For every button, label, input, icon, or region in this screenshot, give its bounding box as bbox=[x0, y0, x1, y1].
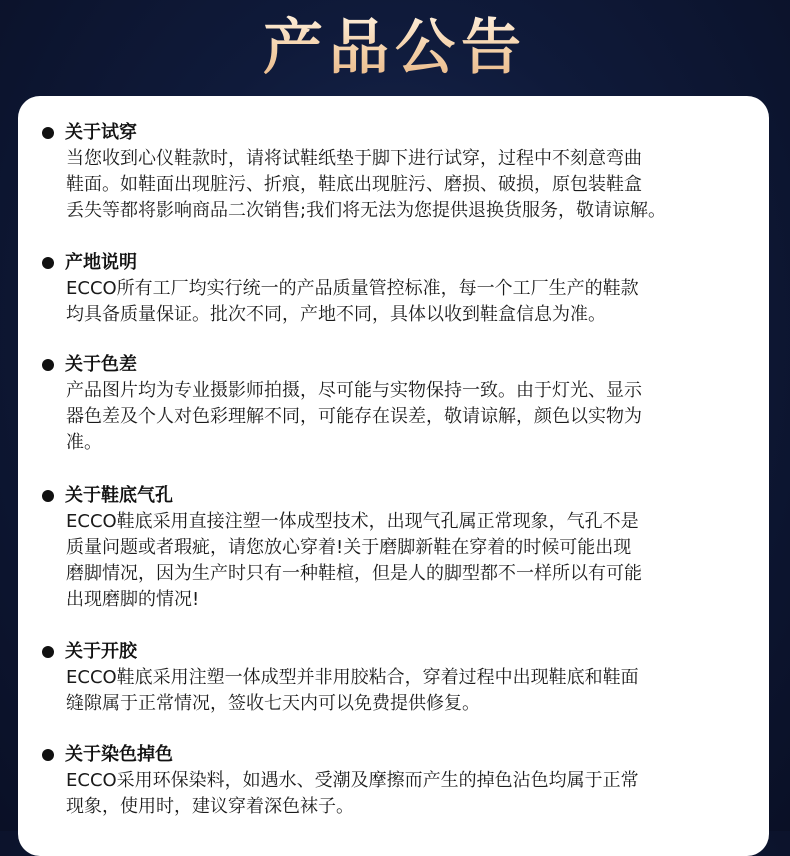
bullet-dot-icon bbox=[42, 646, 54, 658]
section-title: 关于染色掉色 bbox=[65, 744, 173, 765]
notice-card bbox=[18, 96, 769, 856]
body-line: 缝隙属于正常情况，签收七天内可以免费提供修复。 bbox=[66, 693, 480, 714]
body-line: 质量问题或者瑕疵，请您放心穿着!关于磨脚新鞋在穿着的时候可能出现 bbox=[66, 537, 632, 558]
section-title: 关于色差 bbox=[65, 354, 137, 375]
body-line: ECCO采用环保染料，如遇水、受潮及摩擦而产生的掉色沾色均属于正常 bbox=[66, 770, 639, 791]
body-line: 当您收到心仪鞋款时，请将试鞋纸垫于脚下进行试穿，过程中不刻意弯曲 bbox=[66, 148, 642, 169]
section-body bbox=[66, 276, 756, 328]
section-heading bbox=[42, 352, 137, 378]
section-heading bbox=[42, 120, 137, 146]
bullet-dot-icon bbox=[42, 127, 54, 139]
section-title: 关于试穿 bbox=[65, 122, 137, 143]
section-body bbox=[66, 768, 756, 820]
body-line: ECCO鞋底采用直接注塑一体成型技术，出现气孔属正常现象，气孔不是 bbox=[66, 511, 639, 532]
body-line: 现象，使用时，建议穿着深色袜子。 bbox=[66, 796, 354, 817]
body-line: 鞋面。如鞋面出现脏污、折痕，鞋底出现脏污、磨损、破损，原包装鞋盒 bbox=[66, 174, 642, 195]
bullet-dot-icon bbox=[42, 359, 54, 371]
body-line: 丢失等都将影响商品二次销售;我们将无法为您提供退换货服务，敬请谅解。 bbox=[66, 200, 667, 221]
section-heading bbox=[42, 742, 173, 768]
body-line: 产品图片均为专业摄影师拍摄，尽可能与实物保持一致。由于灯光、显示 bbox=[66, 380, 642, 401]
section-title: 关于开胶 bbox=[65, 641, 137, 662]
bullet-dot-icon bbox=[42, 490, 54, 502]
page-title: 产品公告 bbox=[0, 8, 790, 88]
body-line: 准。 bbox=[66, 432, 102, 453]
body-line: ECCO所有工厂均实行统一的产品质量管控标准，每一个工厂生产的鞋款 bbox=[66, 278, 639, 299]
body-line: 器色差及个人对色彩理解不同，可能存在误差，敬请谅解，颜色以实物为 bbox=[66, 406, 642, 427]
section-body bbox=[66, 378, 756, 456]
bullet-dot-icon bbox=[42, 257, 54, 269]
section-heading bbox=[42, 250, 137, 276]
section-title: 产地说明 bbox=[65, 252, 137, 273]
bullet-dot-icon bbox=[42, 749, 54, 761]
section-heading bbox=[42, 639, 137, 665]
body-line: 出现磨脚的情况! bbox=[66, 589, 200, 610]
section-body bbox=[66, 665, 756, 717]
section-title: 关于鞋底气孔 bbox=[65, 485, 173, 506]
body-line: ECCO鞋底采用注塑一体成型并非用胶粘合，穿着过程中出现鞋底和鞋面 bbox=[66, 667, 639, 688]
section-heading bbox=[42, 483, 173, 509]
body-line: 磨脚情况，因为生产时只有一种鞋楦，但是人的脚型都不一样所以有可能 bbox=[66, 563, 642, 584]
section-body bbox=[66, 146, 756, 224]
section-body bbox=[66, 509, 756, 613]
body-line: 均具备质量保证。批次不同，产地不同，具体以收到鞋盒信息为准。 bbox=[66, 304, 606, 325]
